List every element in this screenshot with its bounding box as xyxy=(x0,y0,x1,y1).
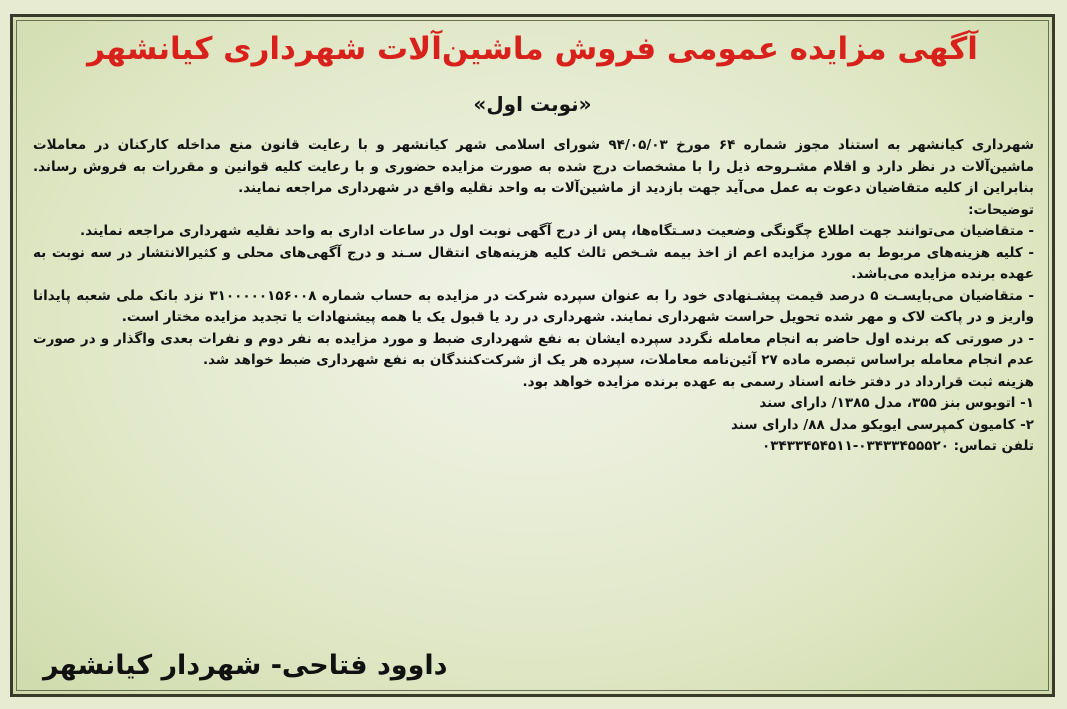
notice-title: آگهی مزایده عمومی فروش ماشین‌آلات شهرداری کیانشهر xyxy=(87,31,978,67)
notice-body xyxy=(33,135,1034,458)
auction-item: ۲- کامیون کمپرسی ایویکو مدل ۸۸/ دارای سند xyxy=(730,416,1034,433)
note-item: - متقاضیان می‌توانند جهت اطلاع چگونگی وضعیت دسـتگاه‌ها، پس از درج آگهی نوبت اول در ساعات اداری به واحد نقلیه شهرداری مراجعه نمایند. xyxy=(80,223,1034,239)
auction-item: ۱- اتوبوس بنز ۳۵۵، مدل ۱۳۸۵/ دارای سند xyxy=(759,395,1034,411)
signature: داوود فتاحی- شهردار کیانشهر xyxy=(43,650,448,681)
contact-phone: تلفن تماس: ۰۳۴۳۳۴۵۵۵۲۰-۰۳۴۳۳۴۵۴۵۱۱ xyxy=(762,438,1034,454)
note-item: - کلیه هزینه‌های مربوط به مورد مزایده اعم از اخذ بیمه شـخص ثالث کلیه هزینه‌های انتقال سـند و درج آگهی‌های محلی و کثیرالانتشار در سه نوبت به عهده برنده مزایده می‌باشد. xyxy=(33,244,1034,282)
items-list xyxy=(33,393,1034,436)
note-item: - در صورتی که برنده اول حاضر به انجام معامله نگردد سپرده ایشان به نفع شهرداری ضبط و مورد مزایده به نفر دوم و نفرات بعدی واگذار و در صورت عدم انجام معامله براساس تبصره ماده ۲۷ آئین‌نامه معاملات، سپرده هر یک از شرکت‌کنندگان به نفع شهرداری ضبط خواهد شد. xyxy=(33,330,1034,368)
notes-list xyxy=(33,221,1034,393)
note-item: - متقاضیان می‌بایسـت ۵ درصد قیمت پیشـنهادی خود را به عنوان سپرده شرکت در مزایده به حساب شماره ۳۱۰۰۰۰۰۱۵۶۰۰۸ نزد بانک ملی شعبه پایدانا واریز و در پاکت لاک و مهر شده تحویل حراست شهرداری نمایند. شهرداری در رد یا قبول یک یا همه پیشنهادات یا تجدید مزایده مختار است. xyxy=(33,287,1034,325)
notice-round: «نوبت اول» xyxy=(473,92,592,116)
note-item: هزینه ثبت قرارداد در دفتر خانه اسناد رسمی به عهده برنده مزایده خواهد بود. xyxy=(522,373,1034,390)
notes-heading: توضیحات: xyxy=(968,201,1034,218)
auction-notice xyxy=(10,14,1055,697)
notice-intro: شهرداری کیانشهر به استناد مجوز شماره ۶۴ مورخ ۹۴/۰۵/۰۳ شورای اسلامی شهر کیانشهر و با رعایت قانون منع مداخله کارکنان در معاملات ماشین‌آلات در نظر دارد و اقلام مشـروحه ذیل را با مشخصات درج شده به صورت مزایده حضوری و با رعایت کلیه قوانین و مقررات به فروش رساند. بنابراین از کلیه متقاضیان دعوت به عمل می‌آید جهت بازدید از ماشین‌آلات به واحد نقلیه واقع در شهرداری مراجعه نمایند. xyxy=(33,137,1035,196)
